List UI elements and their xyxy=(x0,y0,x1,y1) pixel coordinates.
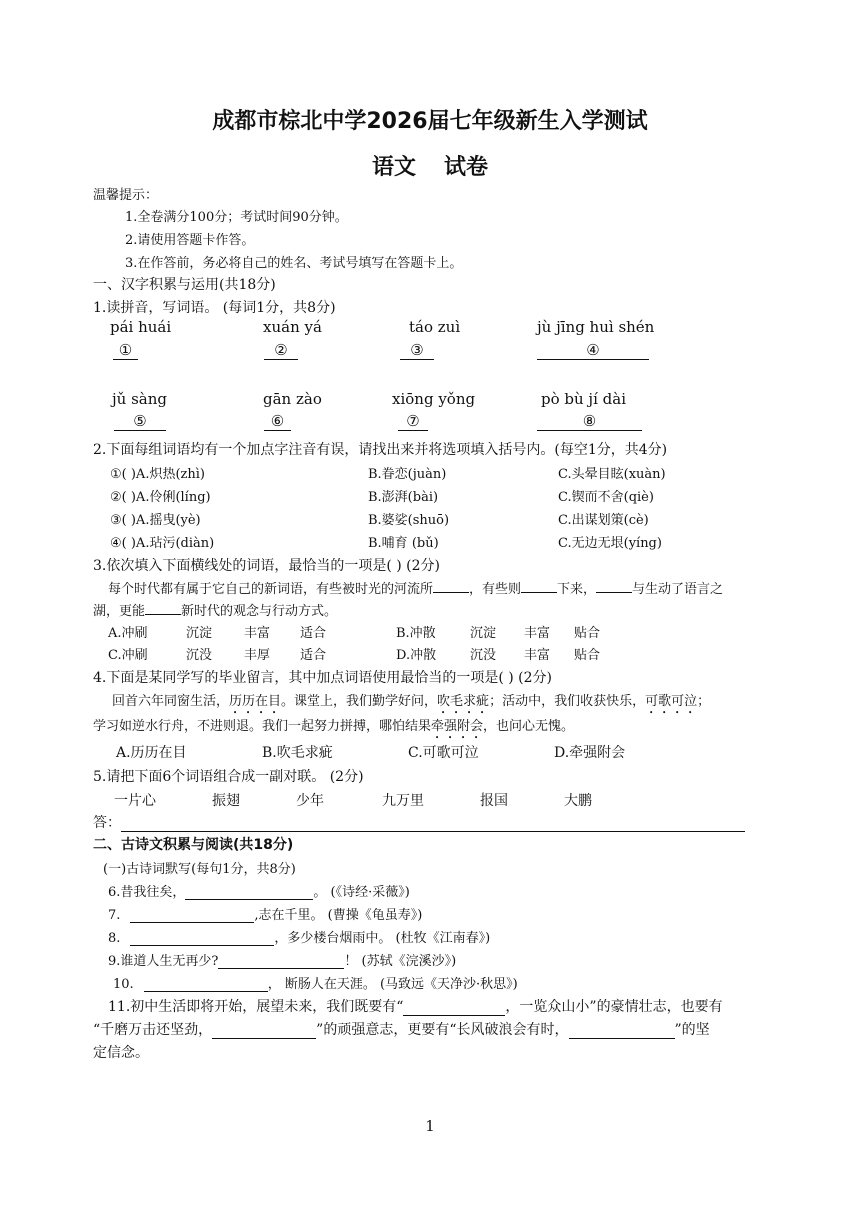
pinyin: gān zào xyxy=(263,390,322,408)
paper-label: 试卷 xyxy=(444,155,489,180)
option-c: C.头晕目眩(xuàn) xyxy=(558,467,666,482)
dictation-line: 6.昔我往矣， 。 (《诗经·采薇》) xyxy=(108,885,410,900)
fill-blank[interactable] xyxy=(521,592,557,593)
question-stem: 4.下面是某同学写的毕业留言，其中加点词语使用最恰当的一项是( ) (2分) xyxy=(93,670,553,686)
option-a: ②( )A.伶俐(líng) xyxy=(110,490,211,505)
answer-blank[interactable]: ③ xyxy=(400,341,434,360)
tip-item: 2.请使用答题卡作答。 xyxy=(125,233,255,248)
fill-blank[interactable] xyxy=(569,1022,675,1039)
pinyin: jǔ sàng xyxy=(112,390,167,408)
section-heading: 二、古诗文积累与阅读(共18分) xyxy=(93,837,294,853)
fill-blank[interactable] xyxy=(212,1022,316,1039)
subsection-heading: (一)古诗词默写(每句1分，共8分) xyxy=(103,862,296,877)
dictation-line: 9.谁道人生无再少? ！ (苏轼《浣溪沙》) xyxy=(108,954,457,969)
option-c: C.锲而不舍(qiè) xyxy=(558,490,654,505)
dictation-line: 10. ， 断肠人在天涯。 (马致远《天净沙·秋思》) xyxy=(113,977,518,992)
fill-blank[interactable] xyxy=(144,976,268,992)
dictation-line: 7. ,志在千里。 (曹操《龟虽寿》) xyxy=(108,908,423,923)
answer-line: 答： xyxy=(93,812,745,832)
passage-line: 回首六年同窗生活，历历在目。课堂上，我们勤学好问，吹毛求疵；活动中，我们收获快乐，可歌可泣； xyxy=(112,694,711,709)
pinyin: táo zuì xyxy=(409,318,461,336)
option-row: A.历历在目 B.吹毛求疵 C.可歌可泣 D.牵强附会 xyxy=(116,745,626,761)
answer-blank[interactable]: ⑥ xyxy=(264,412,291,431)
answer-blank[interactable]: ⑧ xyxy=(537,412,642,431)
answer-blank[interactable]: ⑤ xyxy=(114,412,166,431)
passage-line: 每个时代都有属于它自己的新词语，有些被时光的河流所 ，有些则 下来， 与生动了语言之 xyxy=(108,582,724,597)
option-c: C.出谋划策(cè) xyxy=(558,513,649,528)
exam-title: 成都市棕北中学2026届七年级新生入学测试 xyxy=(212,109,648,134)
word-list: 一片心 振翅 少年 九万里 报国 大鹏 xyxy=(114,793,592,809)
question-stem: 3.依次填入下面横线处的词语，最恰当的一项是( ) (2分) xyxy=(93,558,441,574)
fill-blank[interactable] xyxy=(596,592,632,593)
answer-blank[interactable]: ⑦ xyxy=(398,412,428,431)
option-row: C.冲刷 沉没 丰厚 适合 D.冲散 沉没 丰富 贴合 xyxy=(108,648,601,663)
dictation-line: 8. ，多少楼台烟雨中。 (杜牧《江南春》) xyxy=(108,931,491,946)
option-b: B.婆娑(shuō) xyxy=(368,513,450,528)
fill-blank[interactable] xyxy=(403,999,505,1016)
pinyin: xuán yá xyxy=(263,318,322,336)
fill-blank[interactable] xyxy=(433,592,469,593)
answer-blank[interactable]: ① xyxy=(113,341,138,360)
tip-item: 3.在作答前，务必将自己的姓名、考试号填写在答题卡上。 xyxy=(125,256,463,271)
dictation-line: 11.初中生活即将开始，展望未来，我们既要有“ ，一览众山小”的豪情壮志，也要有 xyxy=(108,999,723,1015)
page-number: 1 xyxy=(425,1117,435,1135)
answer-blank[interactable] xyxy=(121,815,745,832)
dictation-line: “千磨万击还坚劲， ”的顽强意志，更要有“长风破浪会有时， ”的坚 xyxy=(93,1022,710,1038)
option-row: A.冲刷 沉淀 丰富 适合 B.冲散 沉淀 丰富 贴合 xyxy=(108,626,601,641)
pinyin: jù jīng huì shén xyxy=(537,318,655,336)
dictation-line: 定信念。 xyxy=(93,1045,149,1061)
question-stem: 1.读拼音，写词语。 (每词1分，共8分) xyxy=(93,300,336,316)
section-heading: 一、汉字积累与运用(共18分) xyxy=(93,277,276,293)
option-a: ④( )A.玷污(diàn) xyxy=(110,536,215,551)
option-b: B.哺育 (bǔ) xyxy=(368,536,439,551)
option-b: B.眷恋(juàn) xyxy=(368,467,447,482)
subject-label: 语文 xyxy=(371,155,416,180)
fill-blank[interactable] xyxy=(130,907,254,923)
tips-heading: 温馨提示： xyxy=(93,188,159,203)
option-b: B.澎湃(bài) xyxy=(368,490,439,505)
fill-blank[interactable] xyxy=(145,614,181,615)
pinyin: pái huái xyxy=(110,318,172,336)
exam-subtitle xyxy=(0,150,860,181)
pinyin: pò bù jí dài xyxy=(541,390,626,408)
option-a: ①( )A.炽热(zhì) xyxy=(110,467,205,482)
question-stem: 2.下面每组词语均有一个加点字注音有误，请找出来并将选项填入括号内。(每空1分，共4分) xyxy=(93,442,668,458)
option-a: ③( )A.摇曳(yè) xyxy=(110,513,201,528)
passage-line: 学习如逆水行舟，不进则退。我们一起努力拼搏，哪怕结果牵强附会，也问心无愧。 xyxy=(93,719,575,734)
option-c: C.无边无垠(yíng) xyxy=(558,536,662,551)
answer-blank[interactable]: ② xyxy=(264,341,298,360)
fill-blank[interactable] xyxy=(218,953,344,969)
fill-blank[interactable] xyxy=(185,884,313,900)
passage-line: 湖，更能 新时代的观念与行动方式。 xyxy=(93,604,338,619)
fill-blank[interactable] xyxy=(130,930,274,946)
answer-blank[interactable]: ④ xyxy=(537,341,649,360)
question-stem: 5.请把下面6个词语组合成一副对联。 (2分) xyxy=(93,769,364,785)
tip-item: 1.全卷满分100分；考试时间90分钟。 xyxy=(125,210,348,225)
pinyin: xiōng yǒng xyxy=(392,390,476,408)
